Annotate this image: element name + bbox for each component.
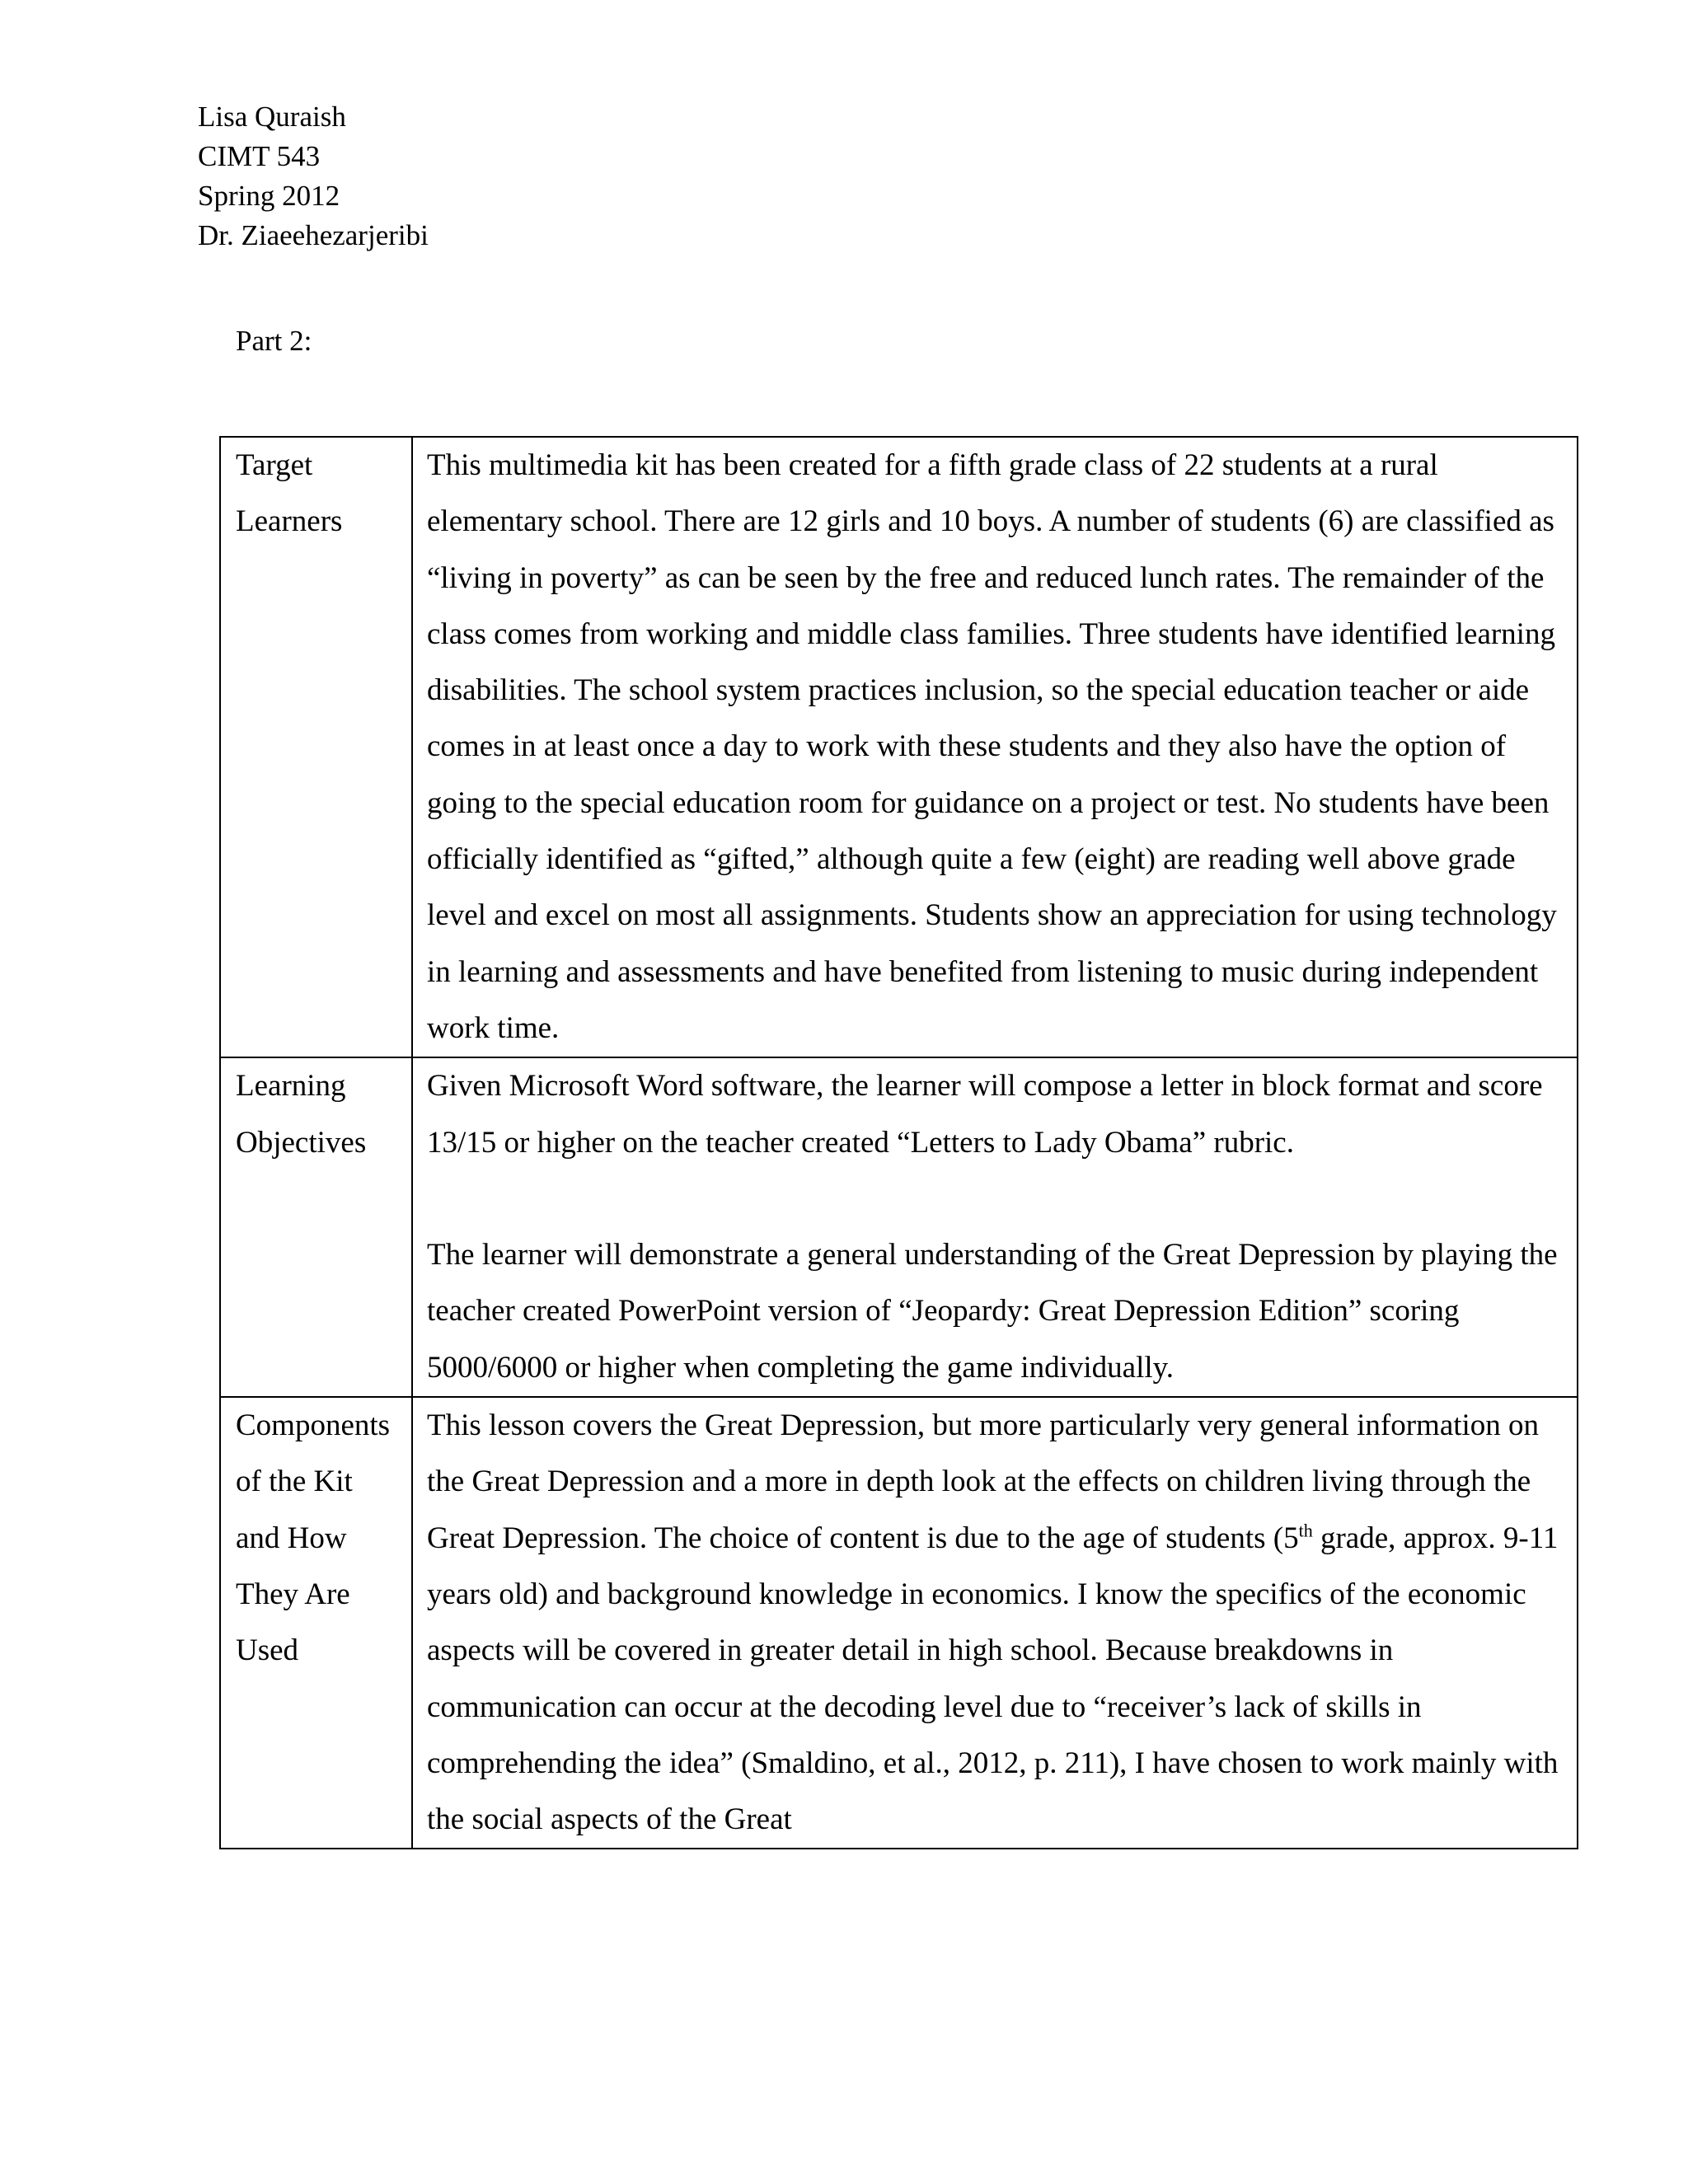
author-name: Lisa Quraish — [198, 101, 346, 133]
paragraph-text: grade, approx. 9-11 years old) and background knowledge in economics. I know the specifics of the economic aspects will be covered in greater detail in high school. Because breakdowns in communication can occur at the decoding level due to “receiver’s lack of skills in comprehending the idea” (Smaldino, et al., 2012, p. 211), I have chosen to work mainly with the social aspects of the Great — [427, 1521, 1559, 1837]
row-label-line: Learners — [236, 504, 343, 539]
instructor-name: Dr. Ziaeehezarjeribi — [198, 219, 429, 251]
paragraph: Given Microsoft Word software, the learner will compose a letter in block format and score 13/15 or higher on the teacher created “Letters to Lady Obama” rubric. — [427, 1069, 1543, 1160]
paragraph: The learner will demonstrate a general understanding of the Great Depression by playing the teacher created PowerPoint version of “Jeopardy: Great Depression Edition” scoring 5000/6000 or higher when completing the game individually. — [427, 1238, 1558, 1385]
row-label-line: Objectives — [236, 1125, 367, 1160]
paragraph: This multimedia kit has been created for a fifth grade class of 22 students at a rural elementary school. There are 12 girls and 10 boys. A number of students (6) are classified as “living in poverty” as can be seen by the free and reduced lunch rates. The remainder of the class comes from working and middle class families. Three students have identified learning disabilities. The school system practices inclusion, so the special education teacher or aide comes in at least once a day to work with these students and they also have the option of going to the special education room for guidance on a project or test. No students have been officially identified as “gifted,” although quite a few (eight) are reading well above grade level and excel on most all assignments. Students show an appreciation for using technology in learning and assessments and have benefited from listening to music during independent work time. — [427, 448, 1557, 1045]
row-label-target-learners — [220, 437, 412, 1057]
row-label-learning-objectives — [220, 1057, 412, 1397]
ordinal-superscript: th — [1298, 1520, 1313, 1541]
row-label-line: Learning — [236, 1069, 346, 1104]
term: Spring 2012 — [198, 180, 340, 212]
row-label-line: Target — [236, 448, 313, 482]
row-label-line: and How — [236, 1521, 347, 1555]
row-content-learning-objectives — [412, 1057, 1578, 1397]
row-label-components — [220, 1397, 412, 1849]
part-heading: Part 2: — [236, 325, 312, 357]
row-content-components — [412, 1397, 1578, 1849]
table-row-components — [220, 1397, 1578, 1849]
lesson-plan-table — [219, 436, 1578, 1849]
table-row-target-learners — [220, 437, 1578, 1057]
row-label-line: Components — [236, 1408, 391, 1443]
row-label-line: of the Kit — [236, 1465, 353, 1499]
row-label-line: Used — [236, 1633, 299, 1668]
row-content-target-learners — [412, 437, 1578, 1057]
table-row-learning-objectives — [220, 1057, 1578, 1397]
paragraph-text: This lesson covers the Great Depression, but more particularly very general information on the Great Depression and a more in depth look at the effects on children living through the Great Depression. The choice of content is due to the age of students (5 — [427, 1408, 1540, 1555]
row-label-line: They Are — [236, 1577, 350, 1611]
paragraph-spacer — [427, 1171, 1568, 1227]
document-header — [198, 97, 429, 255]
course-code: CIMT 543 — [198, 140, 321, 172]
